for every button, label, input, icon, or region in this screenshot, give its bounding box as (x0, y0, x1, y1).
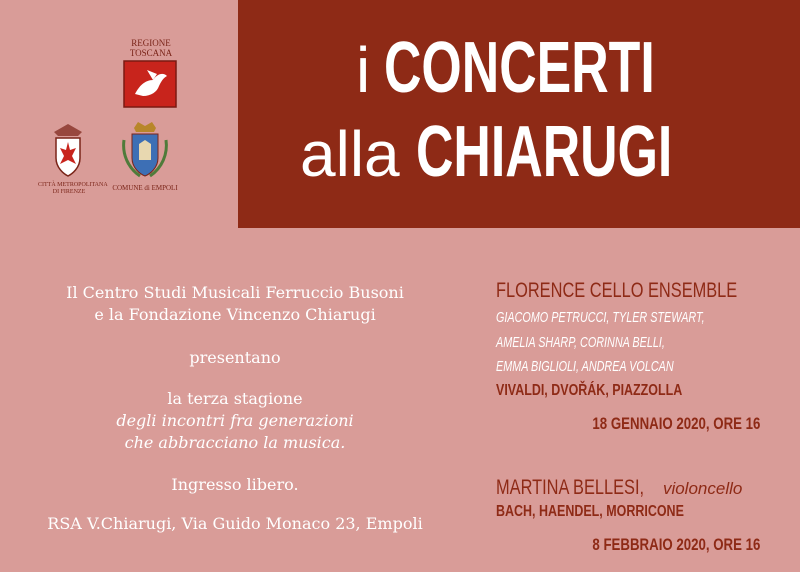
intro-block (20, 0, 450, 572)
concert2-role: violoncello (662, 479, 743, 498)
title-i: i (356, 34, 371, 106)
intro-presentano: presentano (189, 348, 281, 367)
title-alla: alla (300, 118, 400, 190)
intro-line-6: che abbracciano la musica. (124, 433, 346, 452)
concert1-ensemble: FLORENCE CELLO ENSEMBLE (496, 279, 738, 302)
concert2-date: 8 FEBBRAIO 2020, ORE 16 (591, 535, 760, 554)
concert1-date: 18 GENNAIO 2020, ORE 16 (591, 414, 760, 433)
intro-line-5: degli incontri fra generazioni (116, 411, 354, 430)
title-chiarugi: CHIARUGI (415, 112, 672, 192)
regione-line-1: REGIONE (131, 38, 171, 48)
concert2-works: BACH, HAENDEL, MORRICONE (496, 503, 684, 520)
intro-line-4: la terza stagione (167, 389, 303, 408)
concert1-names-2: AMELIA SHARP, CORINNA BELLI, (496, 334, 665, 351)
metro-line-2: DI FIRENZE (52, 189, 86, 195)
title-concerti: CONCERTI (384, 28, 655, 108)
empoli-logo-label: COMUNE di EMPOLI (112, 184, 178, 192)
intro-ingresso: Ingresso libero. (171, 475, 299, 494)
concert1-names-1: GIACOMO PETRUCCI, TYLER STEWART, (496, 309, 705, 326)
concert1-names-3: EMMA BIGLIOLI, ANDREA VOLCAN (496, 358, 674, 375)
concert2-performer: MARTINA BELLESI, (496, 476, 645, 499)
intro-line-1: Il Centro Studi Musicali Ferruccio Busoni (66, 283, 404, 302)
regione-line-2: TOSCANA (129, 48, 173, 58)
concert2-heading (496, 476, 742, 500)
concert1-works: VIVALDI, DVOŘÁK, PIAZZOLLA (496, 382, 683, 399)
intro-line-2: e la Fondazione Vincenzo Chiarugi (94, 305, 376, 324)
metro-line-1: CITTÀ METROPOLITANA (38, 182, 108, 188)
intro-address: RSA V.Chiarugi, Via Guido Monaco 23, Empoli (47, 514, 423, 533)
